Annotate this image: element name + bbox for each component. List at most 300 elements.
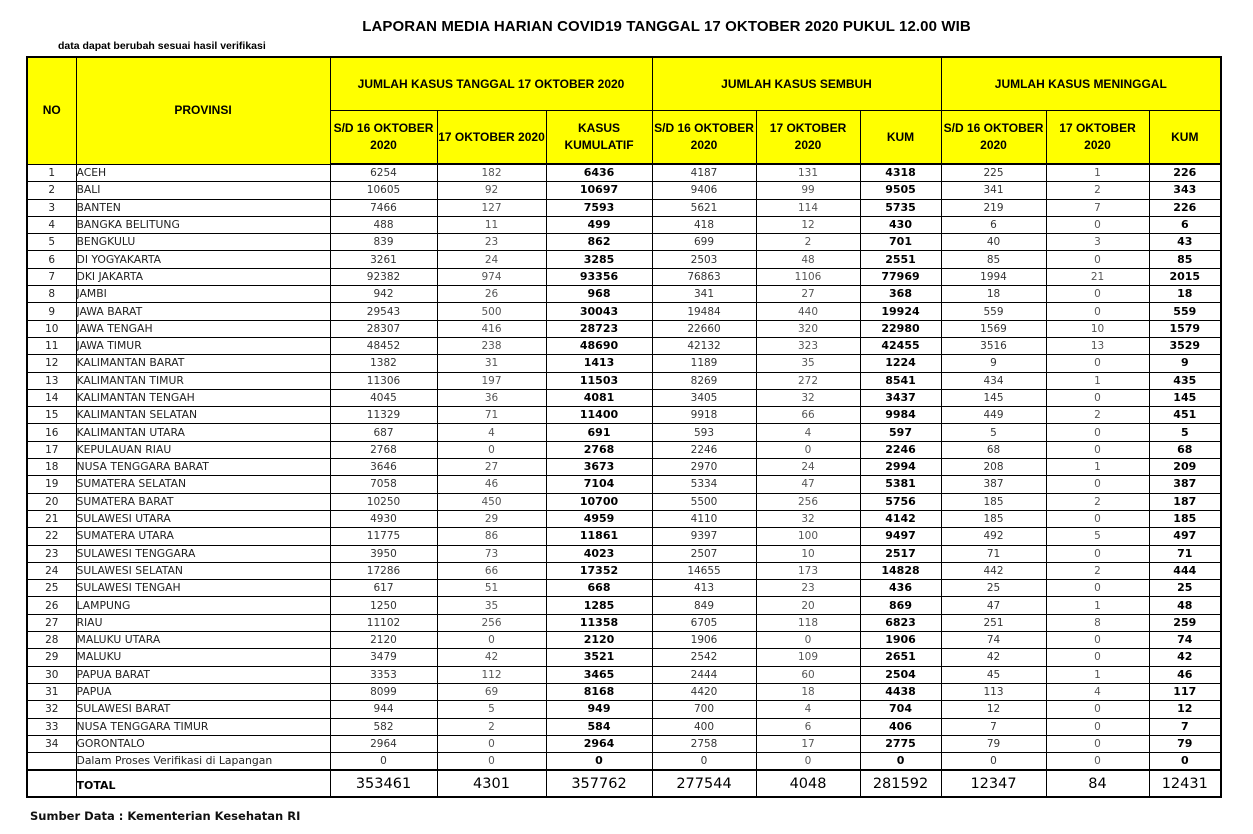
sembuh-17: 118 bbox=[756, 614, 860, 631]
sembuh-sd16: 5621 bbox=[652, 199, 756, 216]
table-row bbox=[27, 372, 1221, 389]
sembuh-kum: 406 bbox=[860, 718, 941, 735]
meninggal-sd16: 1994 bbox=[941, 268, 1046, 285]
meninggal-sd16: 113 bbox=[941, 683, 1046, 700]
meninggal-sd16: 74 bbox=[941, 632, 1046, 649]
kasus-sd16: 1382 bbox=[330, 355, 437, 372]
meninggal-17: 0 bbox=[1046, 441, 1149, 458]
meninggal-kum: 185 bbox=[1149, 510, 1221, 527]
kasus-kumulatif: 4959 bbox=[546, 510, 652, 527]
kasus-sd16: 0 bbox=[330, 753, 437, 771]
kasus-kumulatif: 48690 bbox=[546, 337, 652, 354]
meninggal-kum: 444 bbox=[1149, 562, 1221, 579]
meninggal-sd16: 559 bbox=[941, 303, 1046, 320]
row-no: 30 bbox=[27, 666, 76, 683]
table-row bbox=[27, 424, 1221, 441]
meninggal-17: 2 bbox=[1046, 182, 1149, 199]
row-no: 23 bbox=[27, 545, 76, 562]
row-no: 19 bbox=[27, 476, 76, 493]
kasus-sd16: 10605 bbox=[330, 182, 437, 199]
row-no: 11 bbox=[27, 337, 76, 354]
meninggal-sd16: 387 bbox=[941, 476, 1046, 493]
table-row bbox=[27, 718, 1221, 735]
kasus-sd16: 48452 bbox=[330, 337, 437, 354]
meninggal-sd16: 45 bbox=[941, 666, 1046, 683]
sembuh-17: 1106 bbox=[756, 268, 860, 285]
kasus-kumulatif: 10697 bbox=[546, 182, 652, 199]
sembuh-sd16: 341 bbox=[652, 286, 756, 303]
sembuh-kum: 14828 bbox=[860, 562, 941, 579]
kasus-kumulatif: 3285 bbox=[546, 251, 652, 268]
sembuh-17: 2 bbox=[756, 234, 860, 251]
meninggal-sd16: 71 bbox=[941, 545, 1046, 562]
sembuh-kum: 8541 bbox=[860, 372, 941, 389]
sembuh-kum: 701 bbox=[860, 234, 941, 251]
row-provinsi: NUSA TENGGARA BARAT bbox=[76, 459, 330, 476]
meninggal-sd16: 185 bbox=[941, 510, 1046, 527]
kasus-17: 35 bbox=[437, 597, 546, 614]
table-row bbox=[27, 580, 1221, 597]
sembuh-sd16: 4420 bbox=[652, 683, 756, 700]
row-no: 10 bbox=[27, 320, 76, 337]
sembuh-17: 272 bbox=[756, 372, 860, 389]
header-sembuh-kum: KUM bbox=[860, 111, 941, 165]
meninggal-kum: 6 bbox=[1149, 216, 1221, 233]
sembuh-sd16: 9397 bbox=[652, 528, 756, 545]
kasus-kumulatif: 11358 bbox=[546, 614, 652, 631]
sembuh-sd16: 6705 bbox=[652, 614, 756, 631]
kasus-sd16: 7058 bbox=[330, 476, 437, 493]
sembuh-sd16: 413 bbox=[652, 580, 756, 597]
table-row bbox=[27, 493, 1221, 510]
sembuh-sd16: 2970 bbox=[652, 459, 756, 476]
sembuh-sd16: 4110 bbox=[652, 510, 756, 527]
meninggal-17: 1 bbox=[1046, 164, 1149, 182]
kasus-sd16: 3353 bbox=[330, 666, 437, 683]
row-no: 22 bbox=[27, 528, 76, 545]
sembuh-kum: 4318 bbox=[860, 164, 941, 182]
row-no: 7 bbox=[27, 268, 76, 285]
kasus-sd16: 10250 bbox=[330, 493, 437, 510]
header-sembuh-17: 17 OKTOBER 2020 bbox=[756, 111, 860, 165]
header-meninggal-kum: KUM bbox=[1149, 111, 1221, 165]
sembuh-kum: 4438 bbox=[860, 683, 941, 700]
kasus-17: 24 bbox=[437, 251, 546, 268]
sembuh-sd16: 2444 bbox=[652, 666, 756, 683]
report-title-text: LAPORAN MEDIA HARIAN COVID19 TANGGAL 17 OKTOBER 2020 PUKUL 12.00 WIB bbox=[362, 18, 971, 35]
meninggal-sd16: 68 bbox=[941, 441, 1046, 458]
kasus-17: 0 bbox=[437, 735, 546, 752]
row-provinsi: PAPUA bbox=[76, 683, 330, 700]
kasus-kumulatif: 4081 bbox=[546, 389, 652, 406]
meninggal-17: 21 bbox=[1046, 268, 1149, 285]
header-kasus-sd16: S/D 16 OKTOBER 2020 bbox=[330, 111, 437, 165]
meninggal-sd16: 25 bbox=[941, 580, 1046, 597]
meninggal-sd16: 225 bbox=[941, 164, 1046, 182]
sembuh-17: 173 bbox=[756, 562, 860, 579]
row-provinsi: JAMBI bbox=[76, 286, 330, 303]
row-no: 14 bbox=[27, 389, 76, 406]
kasus-17: 86 bbox=[437, 528, 546, 545]
sembuh-17: 6 bbox=[756, 718, 860, 735]
kasus-17: 31 bbox=[437, 355, 546, 372]
kasus-17: 73 bbox=[437, 545, 546, 562]
kasus-kumulatif: 11400 bbox=[546, 407, 652, 424]
table-row bbox=[27, 597, 1221, 614]
meninggal-17: 0 bbox=[1046, 701, 1149, 718]
header-no: NO bbox=[27, 57, 76, 164]
sembuh-kum: 2246 bbox=[860, 441, 941, 458]
row-provinsi: SUMATERA UTARA bbox=[76, 528, 330, 545]
kasus-17: 11 bbox=[437, 216, 546, 233]
row-provinsi: DKI JAKARTA bbox=[76, 268, 330, 285]
meninggal-sd16: 5 bbox=[941, 424, 1046, 441]
sembuh-17: 0 bbox=[756, 632, 860, 649]
meninggal-sd16: 219 bbox=[941, 199, 1046, 216]
sembuh-sd16: 22660 bbox=[652, 320, 756, 337]
kasus-17: 500 bbox=[437, 303, 546, 320]
row-provinsi: KALIMANTAN TENGAH bbox=[76, 389, 330, 406]
meninggal-sd16: 47 bbox=[941, 597, 1046, 614]
meninggal-17: 10 bbox=[1046, 320, 1149, 337]
kasus-kumulatif: 0 bbox=[546, 753, 652, 771]
meninggal-kum: 3529 bbox=[1149, 337, 1221, 354]
kasus-17: 27 bbox=[437, 459, 546, 476]
kasus-sd16: 2120 bbox=[330, 632, 437, 649]
meninggal-kum: 46 bbox=[1149, 666, 1221, 683]
meninggal-sd16: 12 bbox=[941, 701, 1046, 718]
kasus-kumulatif: 1413 bbox=[546, 355, 652, 372]
sembuh-kum: 77969 bbox=[860, 268, 941, 285]
row-provinsi: BALI bbox=[76, 182, 330, 199]
kasus-kumulatif: 4023 bbox=[546, 545, 652, 562]
kasus-sd16: 3646 bbox=[330, 459, 437, 476]
row-no: 8 bbox=[27, 286, 76, 303]
header-meninggal-sd16: S/D 16 OKTOBER 2020 bbox=[941, 111, 1046, 165]
meninggal-kum: 68 bbox=[1149, 441, 1221, 458]
meninggal-17: 0 bbox=[1046, 251, 1149, 268]
meninggal-kum: 1579 bbox=[1149, 320, 1221, 337]
row-no: 29 bbox=[27, 649, 76, 666]
kasus-17: 0 bbox=[437, 441, 546, 458]
meninggal-17: 0 bbox=[1046, 580, 1149, 597]
row-provinsi: NUSA TENGGARA TIMUR bbox=[76, 718, 330, 735]
meninggal-kum: 18 bbox=[1149, 286, 1221, 303]
sembuh-17: 32 bbox=[756, 389, 860, 406]
kasus-kumulatif: 3521 bbox=[546, 649, 652, 666]
kasus-17: 974 bbox=[437, 268, 546, 285]
sembuh-17: 0 bbox=[756, 441, 860, 458]
kasus-kumulatif: 691 bbox=[546, 424, 652, 441]
total-row-no bbox=[27, 770, 76, 797]
kasus-17: 66 bbox=[437, 562, 546, 579]
meninggal-17: 1 bbox=[1046, 459, 1149, 476]
meninggal-kum: 79 bbox=[1149, 735, 1221, 752]
row-no: 4 bbox=[27, 216, 76, 233]
kasus-17: 23 bbox=[437, 234, 546, 251]
sembuh-kum: 9984 bbox=[860, 407, 941, 424]
row-no: 5 bbox=[27, 234, 76, 251]
meninggal-sd16: 3516 bbox=[941, 337, 1046, 354]
meninggal-sd16: 251 bbox=[941, 614, 1046, 631]
meninggal-17: 0 bbox=[1046, 389, 1149, 406]
meninggal-17: 0 bbox=[1046, 424, 1149, 441]
kasus-17: 26 bbox=[437, 286, 546, 303]
row-provinsi: GORONTALO bbox=[76, 735, 330, 752]
kasus-sd16: 28307 bbox=[330, 320, 437, 337]
table-row bbox=[27, 562, 1221, 579]
kasus-17: 51 bbox=[437, 580, 546, 597]
kasus-kumulatif: 3465 bbox=[546, 666, 652, 683]
meninggal-sd16: 492 bbox=[941, 528, 1046, 545]
row-provinsi: DI YOGYAKARTA bbox=[76, 251, 330, 268]
sembuh-kum: 2551 bbox=[860, 251, 941, 268]
meninggal-17: 13 bbox=[1046, 337, 1149, 354]
sembuh-17: 32 bbox=[756, 510, 860, 527]
table-row bbox=[27, 683, 1221, 700]
sembuh-sd16: 8269 bbox=[652, 372, 756, 389]
meninggal-17: 1 bbox=[1046, 372, 1149, 389]
table-row bbox=[27, 251, 1221, 268]
row-provinsi: SUMATERA SELATAN bbox=[76, 476, 330, 493]
sembuh-17: 10 bbox=[756, 545, 860, 562]
kasus-sd16: 2964 bbox=[330, 735, 437, 752]
row-no: 32 bbox=[27, 701, 76, 718]
sembuh-kum: 2517 bbox=[860, 545, 941, 562]
row-no: 24 bbox=[27, 562, 76, 579]
sembuh-kum: 704 bbox=[860, 701, 941, 718]
total-meninggal-sd16: 12347 bbox=[941, 770, 1046, 797]
kasus-kumulatif: 10700 bbox=[546, 493, 652, 510]
sembuh-sd16: 849 bbox=[652, 597, 756, 614]
total-meninggal-17: 84 bbox=[1046, 770, 1149, 797]
meninggal-17: 0 bbox=[1046, 286, 1149, 303]
table-row bbox=[27, 545, 1221, 562]
row-no: 3 bbox=[27, 199, 76, 216]
kasus-kumulatif: 862 bbox=[546, 234, 652, 251]
sembuh-17: 12 bbox=[756, 216, 860, 233]
sembuh-17: 23 bbox=[756, 580, 860, 597]
sembuh-sd16: 3405 bbox=[652, 389, 756, 406]
row-provinsi: BENGKULU bbox=[76, 234, 330, 251]
sembuh-kum: 2651 bbox=[860, 649, 941, 666]
meninggal-kum: 43 bbox=[1149, 234, 1221, 251]
meninggal-kum: 2015 bbox=[1149, 268, 1221, 285]
kasus-sd16: 944 bbox=[330, 701, 437, 718]
header-group-sembuh: JUMLAH KASUS SEMBUH bbox=[652, 57, 941, 111]
kasus-17: 4 bbox=[437, 424, 546, 441]
meninggal-sd16: 40 bbox=[941, 234, 1046, 251]
meninggal-kum: 5 bbox=[1149, 424, 1221, 441]
kasus-kumulatif: 499 bbox=[546, 216, 652, 233]
meninggal-sd16: 449 bbox=[941, 407, 1046, 424]
meninggal-17: 0 bbox=[1046, 303, 1149, 320]
sembuh-sd16: 2507 bbox=[652, 545, 756, 562]
total-sembuh-sd16: 277544 bbox=[652, 770, 756, 797]
row-no: 6 bbox=[27, 251, 76, 268]
row-no: 17 bbox=[27, 441, 76, 458]
row-provinsi: KEPULAUAN RIAU bbox=[76, 441, 330, 458]
row-provinsi: SULAWESI UTARA bbox=[76, 510, 330, 527]
meninggal-kum: 451 bbox=[1149, 407, 1221, 424]
sembuh-kum: 19924 bbox=[860, 303, 941, 320]
table-row bbox=[27, 389, 1221, 406]
meninggal-sd16: 9 bbox=[941, 355, 1046, 372]
row-provinsi: Dalam Proses Verifikasi di Lapangan bbox=[76, 753, 330, 771]
row-no: 33 bbox=[27, 718, 76, 735]
row-provinsi: JAWA TIMUR bbox=[76, 337, 330, 354]
row-provinsi: KALIMANTAN UTARA bbox=[76, 424, 330, 441]
meninggal-17: 3 bbox=[1046, 234, 1149, 251]
kasus-kumulatif: 2120 bbox=[546, 632, 652, 649]
row-no: 20 bbox=[27, 493, 76, 510]
sembuh-kum: 2775 bbox=[860, 735, 941, 752]
meninggal-17: 2 bbox=[1046, 493, 1149, 510]
meninggal-kum: 0 bbox=[1149, 753, 1221, 771]
table-row bbox=[27, 355, 1221, 372]
sembuh-sd16: 76863 bbox=[652, 268, 756, 285]
sembuh-sd16: 14655 bbox=[652, 562, 756, 579]
table-row bbox=[27, 528, 1221, 545]
kasus-17: 46 bbox=[437, 476, 546, 493]
kasus-sd16: 4930 bbox=[330, 510, 437, 527]
table-row bbox=[27, 407, 1221, 424]
total-sembuh-kum: 281592 bbox=[860, 770, 941, 797]
row-provinsi: SULAWESI BARAT bbox=[76, 701, 330, 718]
kasus-sd16: 488 bbox=[330, 216, 437, 233]
kasus-sd16: 17286 bbox=[330, 562, 437, 579]
kasus-kumulatif: 1285 bbox=[546, 597, 652, 614]
row-provinsi: BANTEN bbox=[76, 199, 330, 216]
row-no: 12 bbox=[27, 355, 76, 372]
meninggal-sd16: 442 bbox=[941, 562, 1046, 579]
sembuh-sd16: 9918 bbox=[652, 407, 756, 424]
meninggal-kum: 226 bbox=[1149, 164, 1221, 182]
sembuh-17: 4 bbox=[756, 424, 860, 441]
kasus-sd16: 11102 bbox=[330, 614, 437, 631]
row-provinsi: ACEH bbox=[76, 164, 330, 182]
kasus-17: 450 bbox=[437, 493, 546, 510]
kasus-sd16: 6254 bbox=[330, 164, 437, 182]
sembuh-sd16: 418 bbox=[652, 216, 756, 233]
table-row bbox=[27, 510, 1221, 527]
kasus-kumulatif: 93356 bbox=[546, 268, 652, 285]
sembuh-17: 0 bbox=[756, 753, 860, 771]
report-title bbox=[0, 18, 1253, 35]
meninggal-17: 0 bbox=[1046, 753, 1149, 771]
sembuh-17: 66 bbox=[756, 407, 860, 424]
kasus-sd16: 3261 bbox=[330, 251, 437, 268]
sembuh-kum: 4142 bbox=[860, 510, 941, 527]
table-row bbox=[27, 216, 1221, 233]
meninggal-17: 0 bbox=[1046, 632, 1149, 649]
meninggal-kum: 497 bbox=[1149, 528, 1221, 545]
table-row bbox=[27, 701, 1221, 718]
meninggal-17: 0 bbox=[1046, 216, 1149, 233]
sembuh-kum: 368 bbox=[860, 286, 941, 303]
kasus-kumulatif: 6436 bbox=[546, 164, 652, 182]
sembuh-sd16: 700 bbox=[652, 701, 756, 718]
sembuh-sd16: 5334 bbox=[652, 476, 756, 493]
meninggal-kum: 12 bbox=[1149, 701, 1221, 718]
meninggal-17: 2 bbox=[1046, 407, 1149, 424]
meninggal-kum: 7 bbox=[1149, 718, 1221, 735]
row-provinsi: JAWA BARAT bbox=[76, 303, 330, 320]
sembuh-sd16: 4187 bbox=[652, 164, 756, 182]
kasus-17: 182 bbox=[437, 164, 546, 182]
sembuh-sd16: 400 bbox=[652, 718, 756, 735]
table-row bbox=[27, 164, 1221, 182]
sembuh-kum: 22980 bbox=[860, 320, 941, 337]
sembuh-17: 114 bbox=[756, 199, 860, 216]
meninggal-17: 7 bbox=[1046, 199, 1149, 216]
row-provinsi: KALIMANTAN BARAT bbox=[76, 355, 330, 372]
meninggal-17: 0 bbox=[1046, 545, 1149, 562]
sembuh-kum: 436 bbox=[860, 580, 941, 597]
kasus-sd16: 4045 bbox=[330, 389, 437, 406]
kasus-kumulatif: 11503 bbox=[546, 372, 652, 389]
header-group-kasus: JUMLAH KASUS TANGGAL 17 OKTOBER 2020 bbox=[330, 57, 652, 111]
table-row bbox=[27, 303, 1221, 320]
kasus-17: 197 bbox=[437, 372, 546, 389]
kasus-kumulatif: 30043 bbox=[546, 303, 652, 320]
data-source: Sumber Data : Kementerian Kesehatan RI bbox=[30, 809, 301, 823]
sembuh-kum: 5381 bbox=[860, 476, 941, 493]
row-provinsi: MALUKU bbox=[76, 649, 330, 666]
table-row bbox=[27, 753, 1221, 771]
sembuh-sd16: 19484 bbox=[652, 303, 756, 320]
sembuh-17: 35 bbox=[756, 355, 860, 372]
sembuh-sd16: 1906 bbox=[652, 632, 756, 649]
sembuh-kum: 430 bbox=[860, 216, 941, 233]
total-row bbox=[27, 770, 1221, 797]
row-no: 34 bbox=[27, 735, 76, 752]
kasus-kumulatif: 2964 bbox=[546, 735, 652, 752]
meninggal-17: 4 bbox=[1046, 683, 1149, 700]
sembuh-kum: 42455 bbox=[860, 337, 941, 354]
kasus-17: 29 bbox=[437, 510, 546, 527]
meninggal-kum: 387 bbox=[1149, 476, 1221, 493]
meninggal-kum: 48 bbox=[1149, 597, 1221, 614]
table-row bbox=[27, 614, 1221, 631]
kasus-sd16: 687 bbox=[330, 424, 437, 441]
table-row bbox=[27, 476, 1221, 493]
table-row bbox=[27, 320, 1221, 337]
row-provinsi: SULAWESI SELATAN bbox=[76, 562, 330, 579]
sembuh-sd16: 2246 bbox=[652, 441, 756, 458]
row-provinsi: BANGKA BELITUNG bbox=[76, 216, 330, 233]
kasus-17: 36 bbox=[437, 389, 546, 406]
table-row bbox=[27, 337, 1221, 354]
kasus-17: 42 bbox=[437, 649, 546, 666]
kasus-sd16: 3479 bbox=[330, 649, 437, 666]
kasus-kumulatif: 968 bbox=[546, 286, 652, 303]
meninggal-kum: 209 bbox=[1149, 459, 1221, 476]
kasus-17: 0 bbox=[437, 632, 546, 649]
kasus-kumulatif: 8168 bbox=[546, 683, 652, 700]
kasus-sd16: 11329 bbox=[330, 407, 437, 424]
sembuh-sd16: 2542 bbox=[652, 649, 756, 666]
kasus-17: 92 bbox=[437, 182, 546, 199]
row-provinsi: MALUKU UTARA bbox=[76, 632, 330, 649]
table-row bbox=[27, 286, 1221, 303]
kasus-sd16: 11775 bbox=[330, 528, 437, 545]
meninggal-sd16: 0 bbox=[941, 753, 1046, 771]
meninggal-kum: 117 bbox=[1149, 683, 1221, 700]
sembuh-17: 17 bbox=[756, 735, 860, 752]
row-provinsi: KALIMANTAN SELATAN bbox=[76, 407, 330, 424]
kasus-sd16: 11306 bbox=[330, 372, 437, 389]
